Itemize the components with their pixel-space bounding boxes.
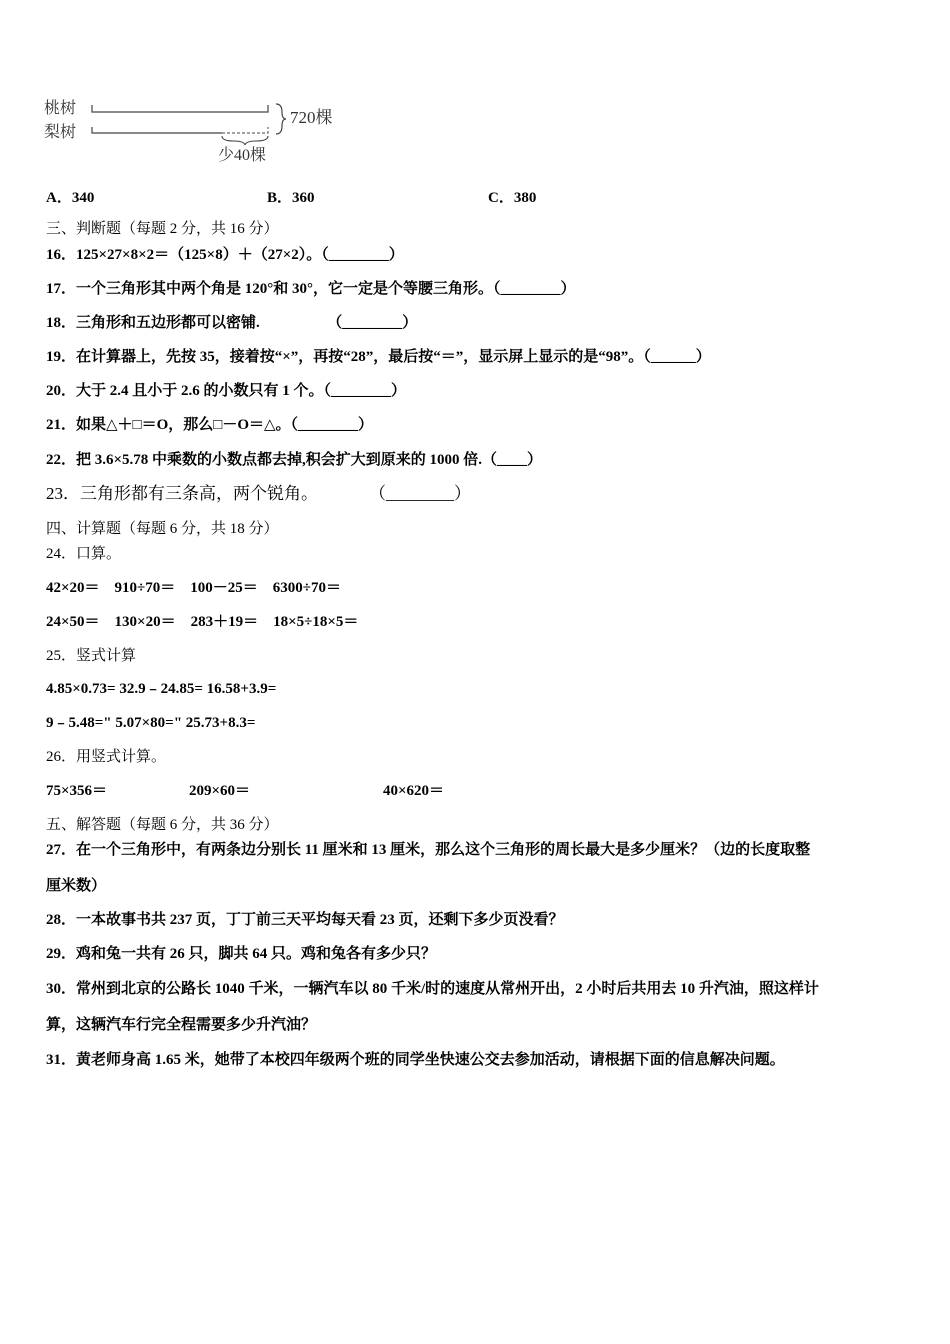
line-segment-diagram <box>44 94 354 169</box>
question-24: 24．口算。 <box>46 546 122 562</box>
total-brace <box>276 104 286 134</box>
pear-missing-segment <box>222 127 268 133</box>
question-31: 31．黄老师身高 1.65 米，她带了本校四年级两个班的同学坐快速公交去参加活动，请根据下面的信息解决问题。 <box>46 1052 785 1068</box>
section-4-title: 四、计算题（每题 6 分，共 18 分） <box>46 521 279 537</box>
question-19: 19．在计算器上，先按 35，接着按“×”，再按“28”，最后按“＝”，显示屏上显示的是“98”。（______） <box>46 349 711 365</box>
question-27: 27．在一个三角形中，有两条边分别长 11 厘米和 13 厘米，那么这个三角形的周长最大是多少厘米？（边的长度取整 <box>46 842 811 858</box>
question-21: 21．如果△＋□＝O，那么□－O＝△。（________） <box>46 417 374 433</box>
question-17: 17．一个三角形其中两个角是 120°和 30°，它一定是个等腰三角形。（________） <box>46 281 576 297</box>
question-22: 22．把 3.6×5.78 中乘数的小数点都去掉,积会扩大到原来的 1000 倍.（____） <box>46 452 543 468</box>
q24-row-2: 24×50＝ 130×20＝ 283＋19＝ 18×5÷18×5＝ <box>46 614 359 630</box>
question-27-cont: 厘米数） <box>46 878 107 894</box>
option-b: B．360 <box>267 190 315 206</box>
question-23: 23．三角形都有三条高，两个锐角。 （________） <box>46 484 471 503</box>
q26-item-3: 40×620＝ <box>383 783 445 799</box>
question-30: 30．常州到北京的公路长 1040 千米，一辆汽车以 80 千米/时的速度从常州开出，2 小时后共用去 10 升汽油，照这样计 <box>46 981 819 997</box>
q26-item-1: 75×356＝ <box>46 783 108 799</box>
question-30-cont: 算，这辆汽车行完全程需要多少升汽油？ <box>46 1017 317 1033</box>
question-26: 26．用竖式计算。 <box>46 749 167 765</box>
question-29: 29．鸡和兔一共有 26 只，脚共 64 只。鸡和兔各有多少只？ <box>46 946 437 962</box>
question-16: 16．125×27×8×2＝（125×8）＋（27×2）。（________） <box>46 247 404 263</box>
q24-row-1: 42×20＝ 910÷70＝ 100－25＝ 6300÷70＝ <box>46 580 342 596</box>
question-18: 18．三角形和五边形都可以密铺. （________） <box>46 315 418 331</box>
question-25: 25．竖式计算 <box>46 648 137 664</box>
question-20: 20．大于 2.4 且小于 2.6 的小数只有 1 个。（________） <box>46 383 407 399</box>
q25-row-2: 9﹣5.48=" 5.07×80=" 25.73+8.3= <box>46 715 256 731</box>
section-3-title: 三、判断题（每题 2 分，共 16 分） <box>46 221 279 237</box>
question-28: 28．一本故事书共 237 页，丁丁前三天平均每天看 23 页，还剩下多少页没看？ <box>46 912 564 928</box>
q26-item-2: 209×60＝ <box>189 783 251 799</box>
option-c: C．380 <box>488 190 537 206</box>
diagram-svg <box>44 94 354 169</box>
diagram-total-label: 720棵 <box>290 108 333 127</box>
diagram-row2-label: 梨树 <box>44 124 77 141</box>
section-5-title: 五、解答题（每题 6 分，共 36 分） <box>46 817 279 833</box>
peach-segment <box>92 105 268 112</box>
diagram-row1-label: 桃树 <box>44 100 77 117</box>
diff-brace <box>222 136 268 145</box>
diagram-diff-label: 少40棵 <box>218 147 267 164</box>
q25-row-1: 4.85×0.73= 32.9﹣24.85= 16.58+3.9= <box>46 681 277 697</box>
option-a: A．340 <box>46 190 95 206</box>
pear-segment <box>92 127 222 133</box>
